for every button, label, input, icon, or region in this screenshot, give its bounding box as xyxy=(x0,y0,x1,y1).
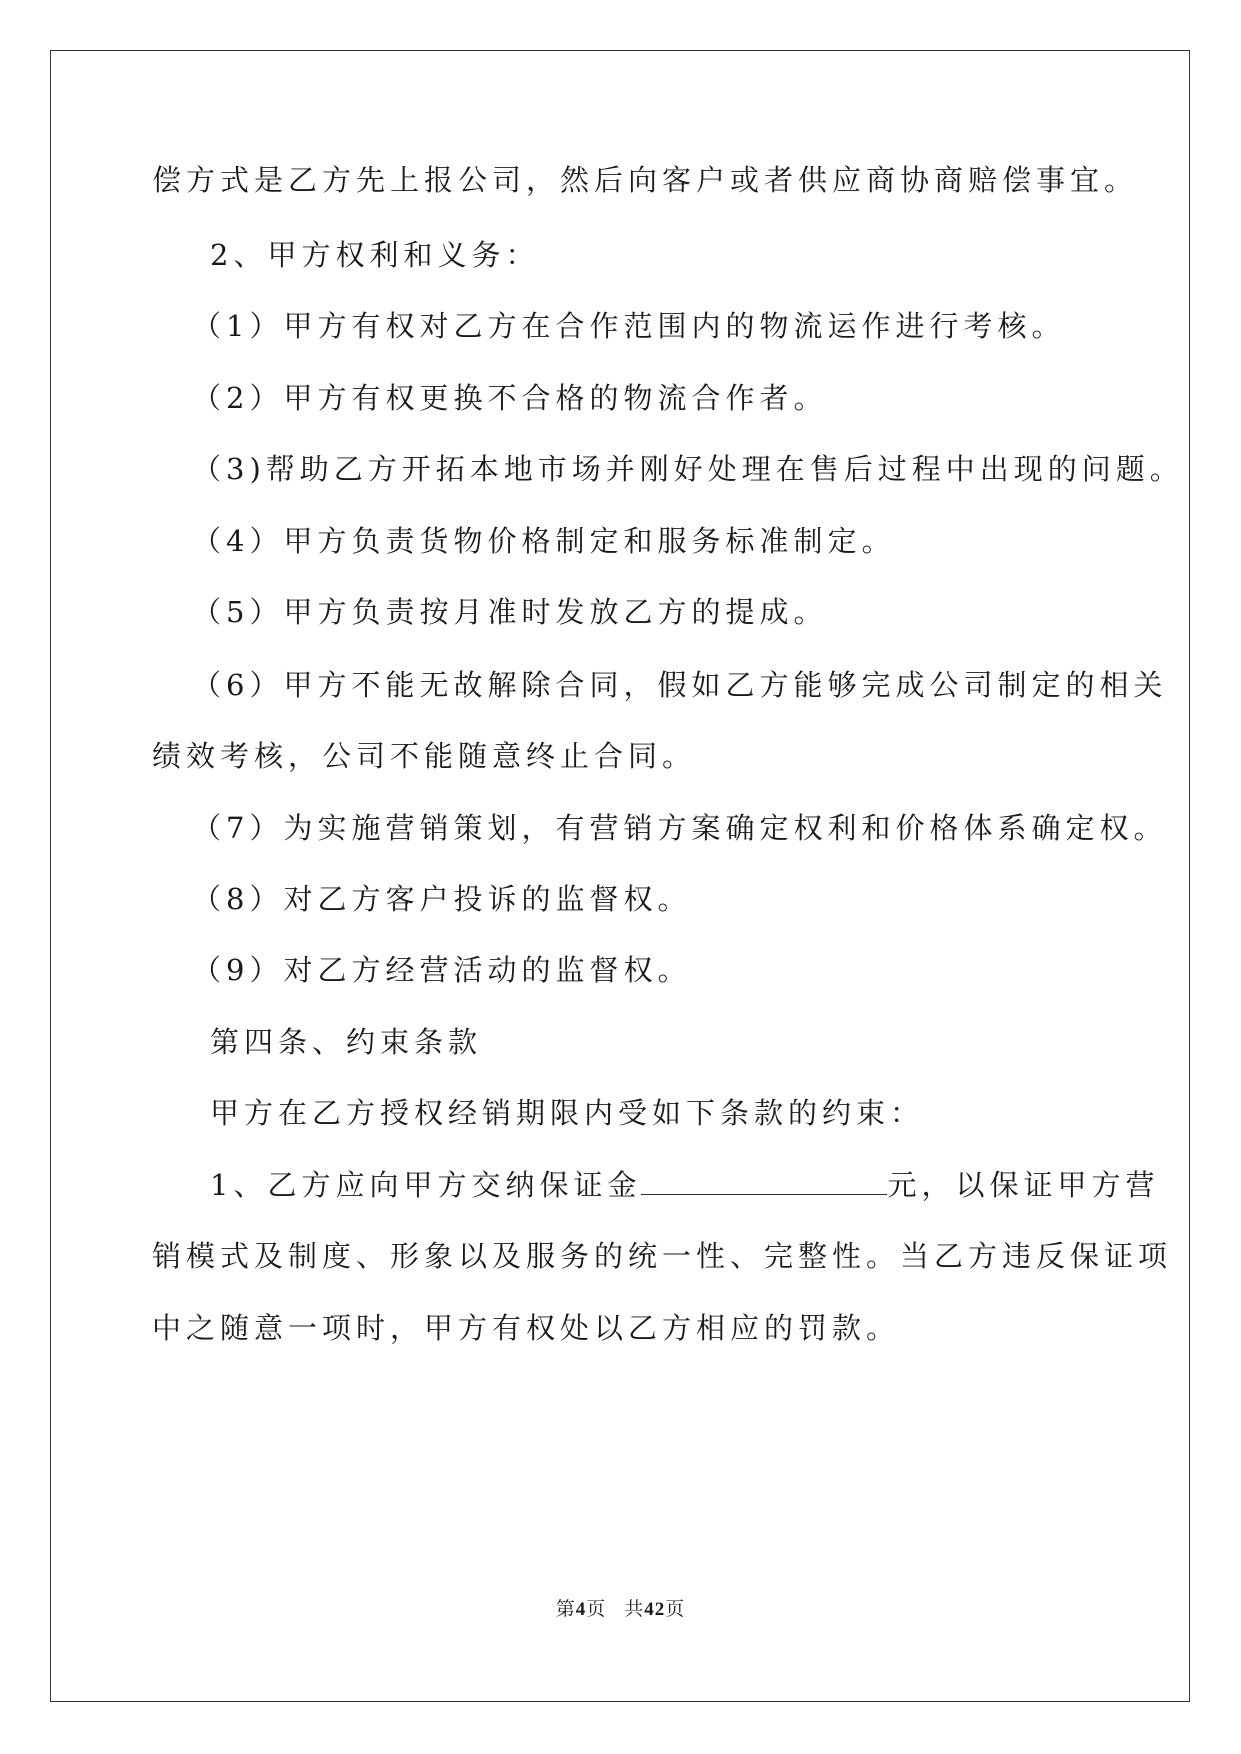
paragraph-line: 甲方在乙方授权经销期限内受如下条款的约束： xyxy=(210,1096,925,1130)
list-item: （9）对乙方经营活动的监督权。 xyxy=(192,953,692,987)
list-item: （4）甲方负责货物价格制定和服务标准制定。 xyxy=(192,524,896,558)
page-suffix: 页 xyxy=(586,1599,607,1620)
total-prefix: 共 xyxy=(624,1599,645,1620)
list-item: （5）甲方负责按月准时发放乙方的提成。 xyxy=(192,595,828,629)
paragraph-line: 偿方式是乙方先上报公司，然后向客户或者供应商协商赔偿事宜。 xyxy=(152,163,1139,197)
paragraph-line xyxy=(210,1165,1159,1205)
clause-text: 元，以保证甲方营 xyxy=(887,1168,1160,1202)
page-prefix: 第 xyxy=(555,1599,576,1620)
total-pages: 42 xyxy=(644,1599,666,1620)
paragraph-line: 绩效考核，公司不能随意终止合同。 xyxy=(152,739,697,773)
list-item: （1）甲方有权对乙方在合作范围内的物流运作进行考核。 xyxy=(192,309,1066,343)
page-border xyxy=(50,50,1190,1702)
list-item: （3)帮助乙方开拓本地市场并刚好处理在售后过程中出现的问题。 xyxy=(192,452,1184,486)
section-heading: 第四条、约束条款 xyxy=(210,1025,483,1059)
clause-text: 1、乙方应向甲方交纳保证金 xyxy=(210,1168,642,1202)
list-item: （8）对乙方客户投诉的监督权。 xyxy=(192,882,692,916)
total-suffix: 页 xyxy=(665,1599,686,1620)
section-heading: 2、甲方权利和义务： xyxy=(210,238,540,272)
list-item: （7）为实施营销策划，有营销方案确定权利和价格体系确定权。 xyxy=(192,811,1168,845)
page-footer xyxy=(0,1594,1241,1621)
page-number: 4 xyxy=(575,1599,587,1620)
paragraph-line: 销模式及制度、形象以及服务的统一性、完整性。当乙方违反保证项 xyxy=(152,1239,1173,1273)
list-item: （6）甲方不能无故解除合同，假如乙方能够完成公司制定的相关 xyxy=(192,668,1168,702)
paragraph-line: 中之随意一项时，甲方有权处以乙方相应的罚款。 xyxy=(152,1311,901,1345)
deposit-blank-field xyxy=(641,1166,887,1195)
list-item: （2）甲方有权更换不合格的物流合作者。 xyxy=(192,381,828,415)
